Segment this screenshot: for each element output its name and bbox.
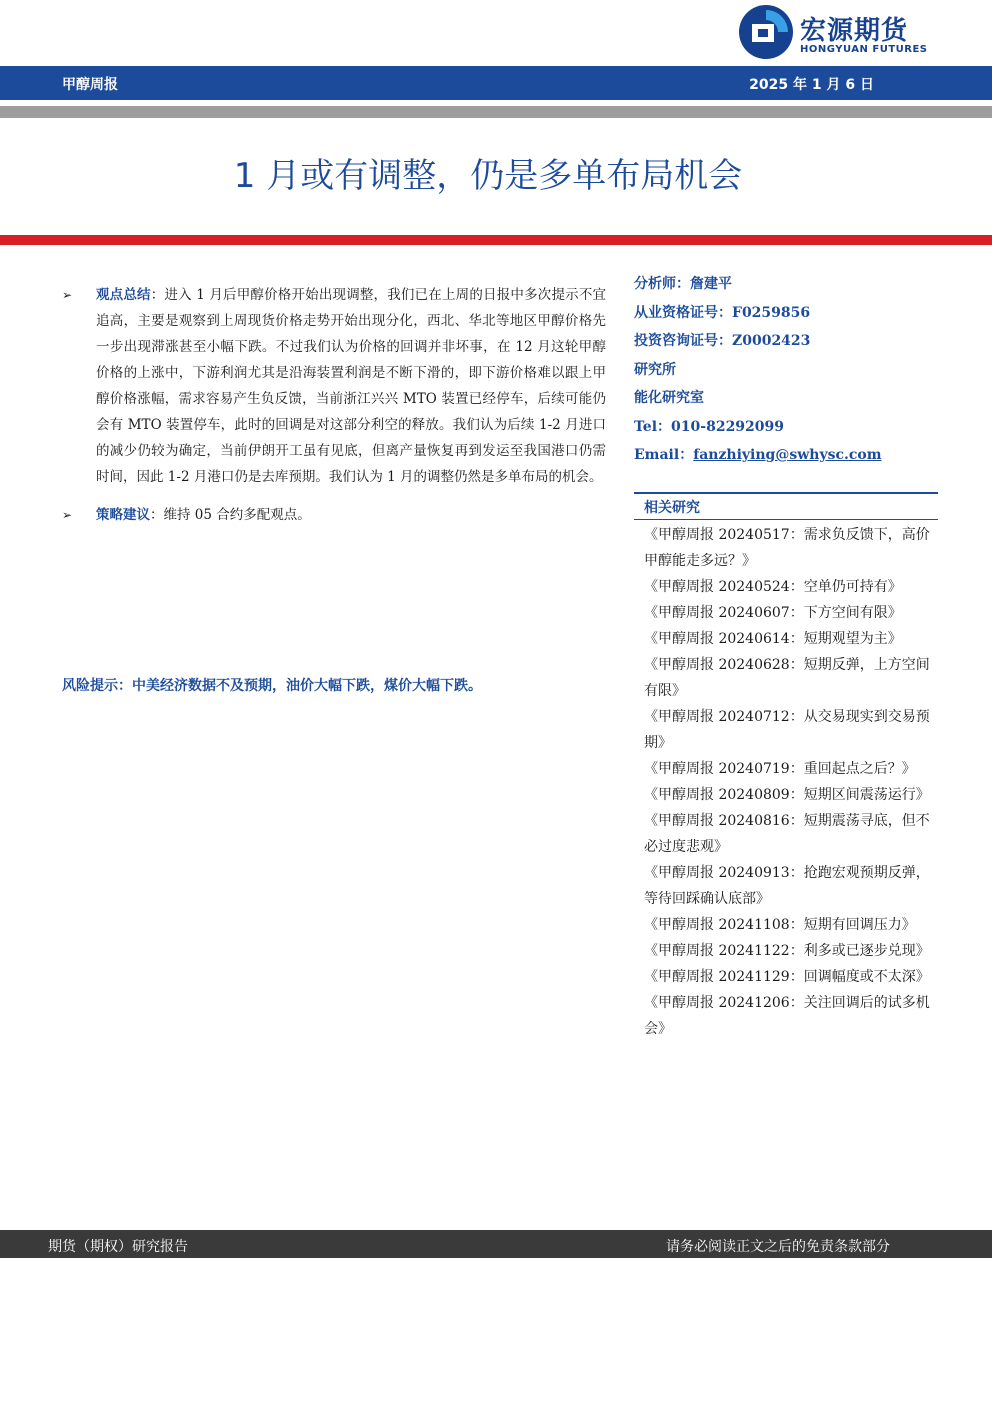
related-item: 《甲醇周报 20240607：下方空间有限》 <box>644 604 902 621</box>
related-item: 《甲醇周报 20241122：利多或已逐步兑现》 <box>644 942 930 959</box>
bullet-arrow-icon: ➢ <box>62 288 73 302</box>
report-date: 2025 年 1 月 6 日 <box>749 77 874 93</box>
footer-band <box>0 1230 992 1258</box>
related-research-list <box>634 520 938 1042</box>
related-item: 《甲醇周报 20240614：短期观望为主》 <box>644 630 902 647</box>
qualification-number: F0259856 <box>732 304 811 321</box>
consulting-line <box>634 327 938 356</box>
summary-lead: 观点总结 <box>96 287 151 303</box>
related-item: 《甲醇周报 20240913：抢跑宏观预期反弹，等待回踩确认底部》 <box>644 864 930 907</box>
strategy-lead: 策略建议 <box>96 507 150 523</box>
strategy-paragraph <box>62 502 606 528</box>
consulting-label: 投资咨询证号： <box>634 333 732 349</box>
risk-warning: 风险提示：中美经济数据不及预期，油价大幅下跌，煤价大幅下跌。 <box>62 678 482 694</box>
main-content <box>62 282 606 540</box>
department-institute: 研究所 <box>634 361 676 378</box>
related-item: 《甲醇周报 20240628：短期反弹，上方空间有限》 <box>644 656 930 699</box>
related-item: 《甲醇周报 20241206：关注回调后的试多机会》 <box>644 994 930 1037</box>
logo-text-cn: 宏源期货 <box>800 16 909 46</box>
summary-text: ：进入 1 月后甲醇价格开始出现调整，我们已在上周的日报中多次提示不宜追高，主要是观察到上周现货价格走势开始出现分化，西北、华北等地区甲醇价格先一步出现滞涨甚至小幅下跌。不过我们认为价格的回调并非坏事，在 12 月这轮甲醇价格的上涨中，下游利润尤其是沿海装置利润是不断下滑的，即下游价格难以跟上甲醇价格涨幅，需求容易产生负反馈，当前浙江兴兴 MTO 装置已经停车，后续可能仍会有 MTO 装置停车，此时的回调是对这部分利空的释放。我们认为后续 1-2 月进口的减少仍较为确定，当前伊朗开工虽有见底，但离产量恢复再到发运至我国港口仍需时间，因此 1-2 月港口仍是去库预期。我们认为 1 月的调整仍然是多单布局的机会。 <box>96 287 607 485</box>
hongyuan-logo-icon <box>738 4 794 60</box>
analyst-name-line <box>634 270 938 299</box>
summary-paragraph <box>62 282 606 490</box>
related-item: 《甲醇周报 20240816：短期震荡寻底，但不必过度悲观》 <box>644 812 930 855</box>
email-label: Email： <box>634 447 694 463</box>
strategy-text: ：维持 05 合约多配观点。 <box>150 507 311 523</box>
related-item: 《甲醇周报 20240524：空单仍可持有》 <box>644 578 902 595</box>
related-item: 《甲醇周报 20240719：重回起点之后？》 <box>644 760 916 777</box>
related-item: 《甲醇周报 20240517：需求负反馈下，高价甲醇能走多远？》 <box>644 526 930 569</box>
footer-disclaimer-note: 请务必阅读正文之后的免责条款部分 <box>666 1239 890 1255</box>
header-band <box>0 66 992 100</box>
related-item: 《甲醇周报 20240712：从交易现实到交易预期》 <box>644 708 930 751</box>
qualification-label: 从业资格证号： <box>634 304 732 321</box>
report-title: 1 月或有调整，仍是多单布局机会 <box>233 156 743 196</box>
related-item: 《甲醇周报 20240809：短期区间震荡运行》 <box>644 786 930 803</box>
telephone-number: 010-82292099 <box>671 418 785 435</box>
footer-report-type: 期货（期权）研究报告 <box>48 1239 188 1255</box>
company-logo <box>738 4 938 62</box>
consulting-number: Z0002423 <box>732 333 811 349</box>
analyst-name-label: 分析师： <box>634 276 690 292</box>
related-item: 《甲醇周报 20241129：回调幅度或不太深》 <box>644 968 930 985</box>
telephone-line <box>634 413 938 442</box>
logo-text-en: HONGYUAN FUTURES <box>800 44 928 55</box>
analyst-name: 詹建平 <box>690 276 732 292</box>
report-type: 甲醇周报 <box>62 77 118 93</box>
related-item: 《甲醇周报 20241108：短期有回调压力》 <box>644 916 916 933</box>
department-lab: 能化研究室 <box>634 390 704 406</box>
email-line <box>634 441 938 470</box>
title-divider <box>0 235 992 245</box>
header-divider <box>0 106 992 118</box>
telephone-label: Tel： <box>634 418 672 435</box>
analyst-sidebar <box>634 270 938 1042</box>
related-research-heading: 相关研究 <box>634 492 938 520</box>
qualification-line <box>634 299 938 328</box>
email-link[interactable]: fanzhiying@swhysc.com <box>693 447 882 463</box>
bullet-arrow-icon: ➢ <box>62 508 73 522</box>
